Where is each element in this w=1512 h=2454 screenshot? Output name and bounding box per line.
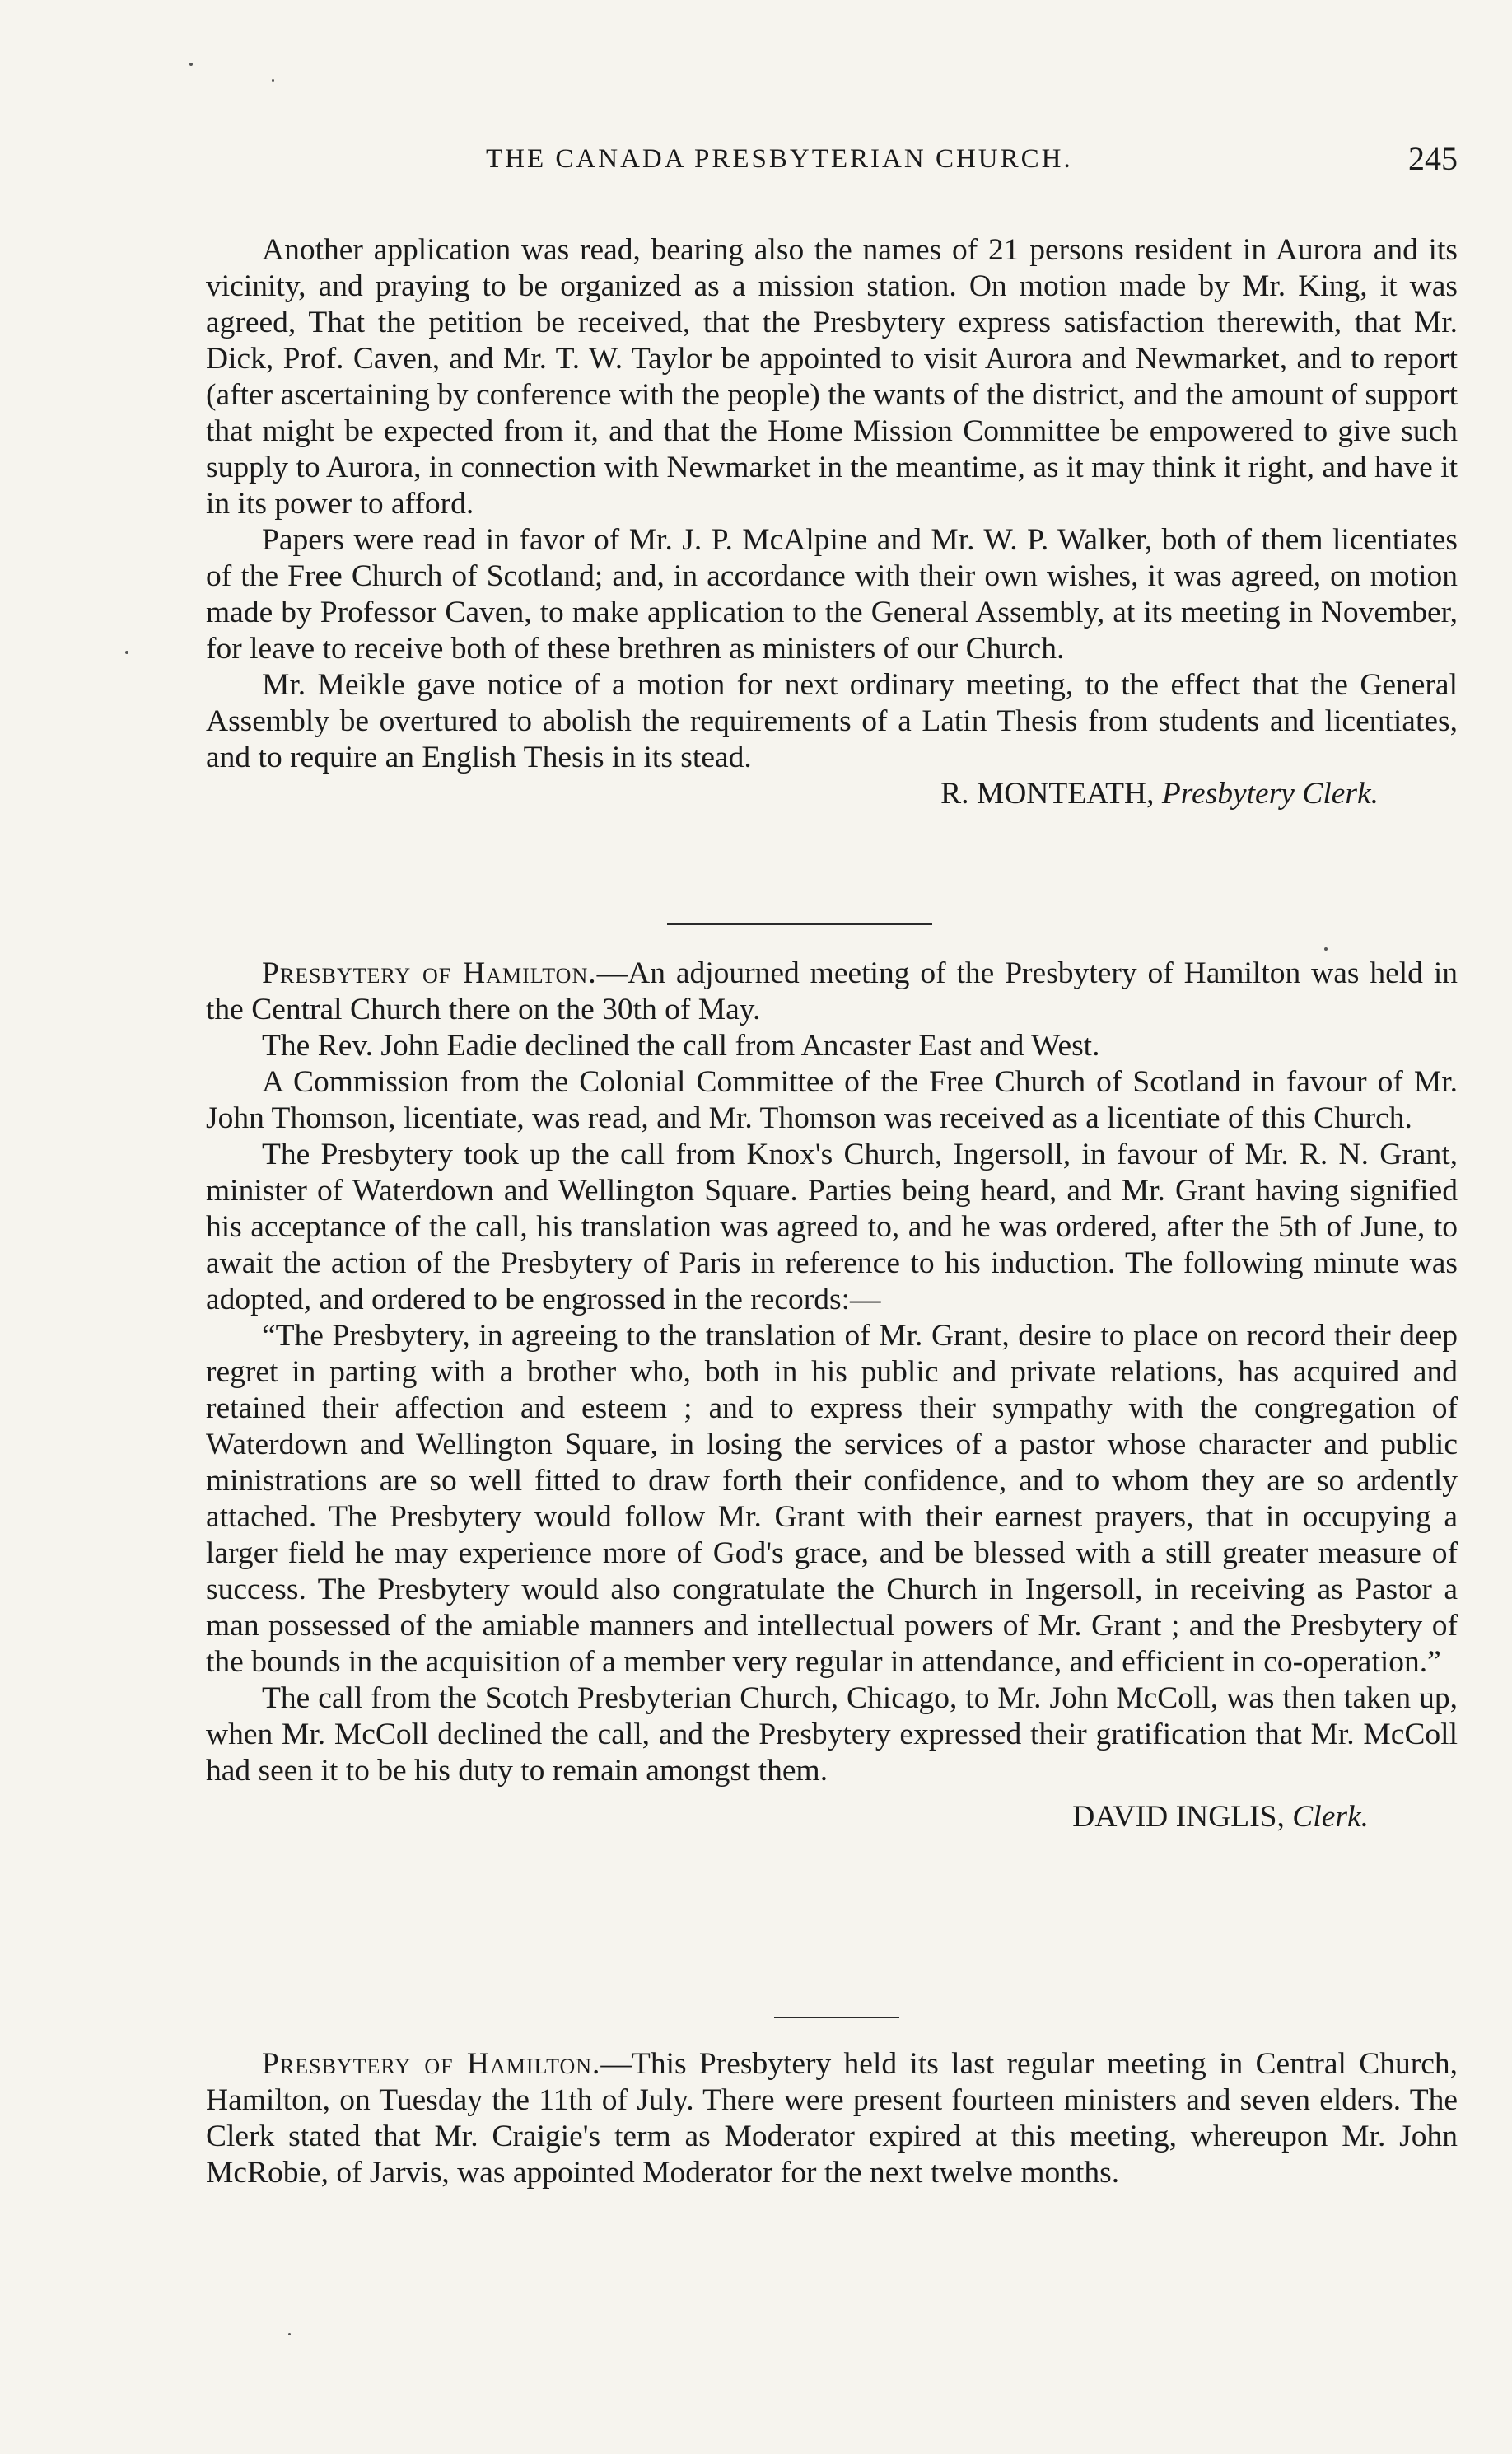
paragraph: The Rev. John Eadie declined the call from Ancaster East and West. [262, 1029, 1100, 1063]
signature [206, 1799, 1458, 1835]
ink-speck [125, 651, 128, 654]
section-divider [774, 2017, 899, 2018]
ink-speck [272, 79, 274, 82]
section-heading: Presbytery of Hamilton. [262, 956, 597, 990]
signature-name: R. MONTEATH, [940, 777, 1155, 811]
ink-speck [189, 63, 193, 66]
paragraph-text: —An adjourned meeting of the Presbytery of Hamilton was held in the Central Church there on the 30th of May. [206, 956, 1458, 1026]
paragraph: The Presbytery took up the call from Knox's Church, Ingersoll, in favour of Mr. R. N. Grant, minister of Waterdown and Wellington Square. Parties being heard, and Mr. Grant having signified his acceptance of the call, his translation was agreed to, and he was ordered, after the 5th of June, to await the action of the Presbytery of Paris in reference to his induction. The following minute was adopted, and ordered to be engrossed in the records:— [206, 1138, 1458, 1316]
page-header [206, 140, 1458, 194]
section-heading: Presbytery of Hamilton. [262, 2047, 601, 2081]
ink-speck [1324, 947, 1328, 951]
signature [206, 776, 1458, 812]
page-number: 245 [1408, 140, 1458, 177]
signature-title: Clerk. [1292, 1800, 1369, 1834]
paragraph: Another application was read, bearing also the names of 21 persons resident in Aurora and its vicinity, and praying to be organized as a mission station. On motion made by Mr. King, it was agreed, That the petition be received, that the Presbytery express satisfaction therewith, that Mr. Dick, Prof. Caven, and Mr. T. W. Taylor be appointed to visit Aurora and Newmarket, and to report (after ascertaining by conference with the people) the wants of the district, and the amount of support that might be expected from it, and that the Home Mission Committee be empowered to give such supply to Aurora, in connection with Newmarket in the meantime, as it may think it right, and have it in its power to afford. [206, 233, 1458, 521]
section-hamilton-regular-meeting [206, 2046, 1458, 2191]
paragraph-text: —This Presbytery held its last regular meeting in Central Church, Hamilton, on Tuesday the 11th of July. There were present fourteen ministers and seven elders. The Clerk stated that Mr. Craigie's term as Moderator expired at this meeting, whereupon Mr. John McRobie, of Jarvis, was appointed Moderator for the next twelve months. [206, 2047, 1458, 2190]
running-title: THE CANADA PRESBYTERIAN CHURCH. [486, 144, 1073, 174]
paragraph: The call from the Scotch Presbyterian Church, Chicago, to Mr. John McColl, was then taken up, when Mr. McColl declined the call, and the Presbytery expressed their gratification that Mr. McColl had seen it to be his duty to remain amongst them. [206, 1681, 1458, 1788]
paragraph: Papers were read in favor of Mr. J. P. McAlpine and Mr. W. P. Walker, both of them licentiates of the Free Church of Scotland; and, in accordance with their own wishes, it was agreed, on motion made by Professor Caven, to make application to the General Assembly, at its meeting in November, for leave to receive both of these brethren as ministers of our Church. [206, 523, 1458, 666]
paragraph [206, 2046, 1458, 2191]
quoted-minute: “The Presbytery, in agreeing to the translation of Mr. Grant, desire to place on record their deep regret in parting with a brother who, both in his public and private relations, has acquired and retained their affection and esteem ; and to express their sympathy with the congregation of Waterdown and Wellington Square, in losing the services of a pastor whose character and public ministrations are so well fitted to draw forth their confidence, and to whom they are so ardently attached. The Presbytery would follow Mr. Grant with their earnest prayers, that in occupying a larger field he may experience more of God's grace, and be blessed with a still greater measure of success. The Presbytery would also congratulate the Church in Ingersoll, in receiving as Pastor a man possessed of the amiable manners and intellectual powers of Mr. Grant ; and the Presbytery of the bounds in the acquisition of a member very regular in attendance, and efficient in co-operation.” [206, 1319, 1458, 1679]
paragraph: Mr. Meikle gave notice of a motion for next ordinary meeting, to the effect that the General Assembly be overtured to abolish the requirements of a Latin Thesis from students and licentiates, and to require an English Thesis in its stead. [206, 668, 1458, 774]
paragraph: A Commission from the Colonial Committee of the Free Church of Scotland in favour of Mr. John Thomson, licentiate, was read, and Mr. Thomson was received as a licentiate of this Church. [206, 1065, 1458, 1135]
section-aurora-petition [206, 232, 1458, 812]
signature-name: DAVID INGLIS, [1072, 1800, 1285, 1834]
section-hamilton-adjourned-meeting [206, 956, 1458, 1835]
signature-title: Presbytery Clerk. [1161, 777, 1379, 811]
ink-speck [288, 2333, 291, 2335]
section-divider [667, 923, 932, 925]
paragraph [206, 956, 1458, 1028]
